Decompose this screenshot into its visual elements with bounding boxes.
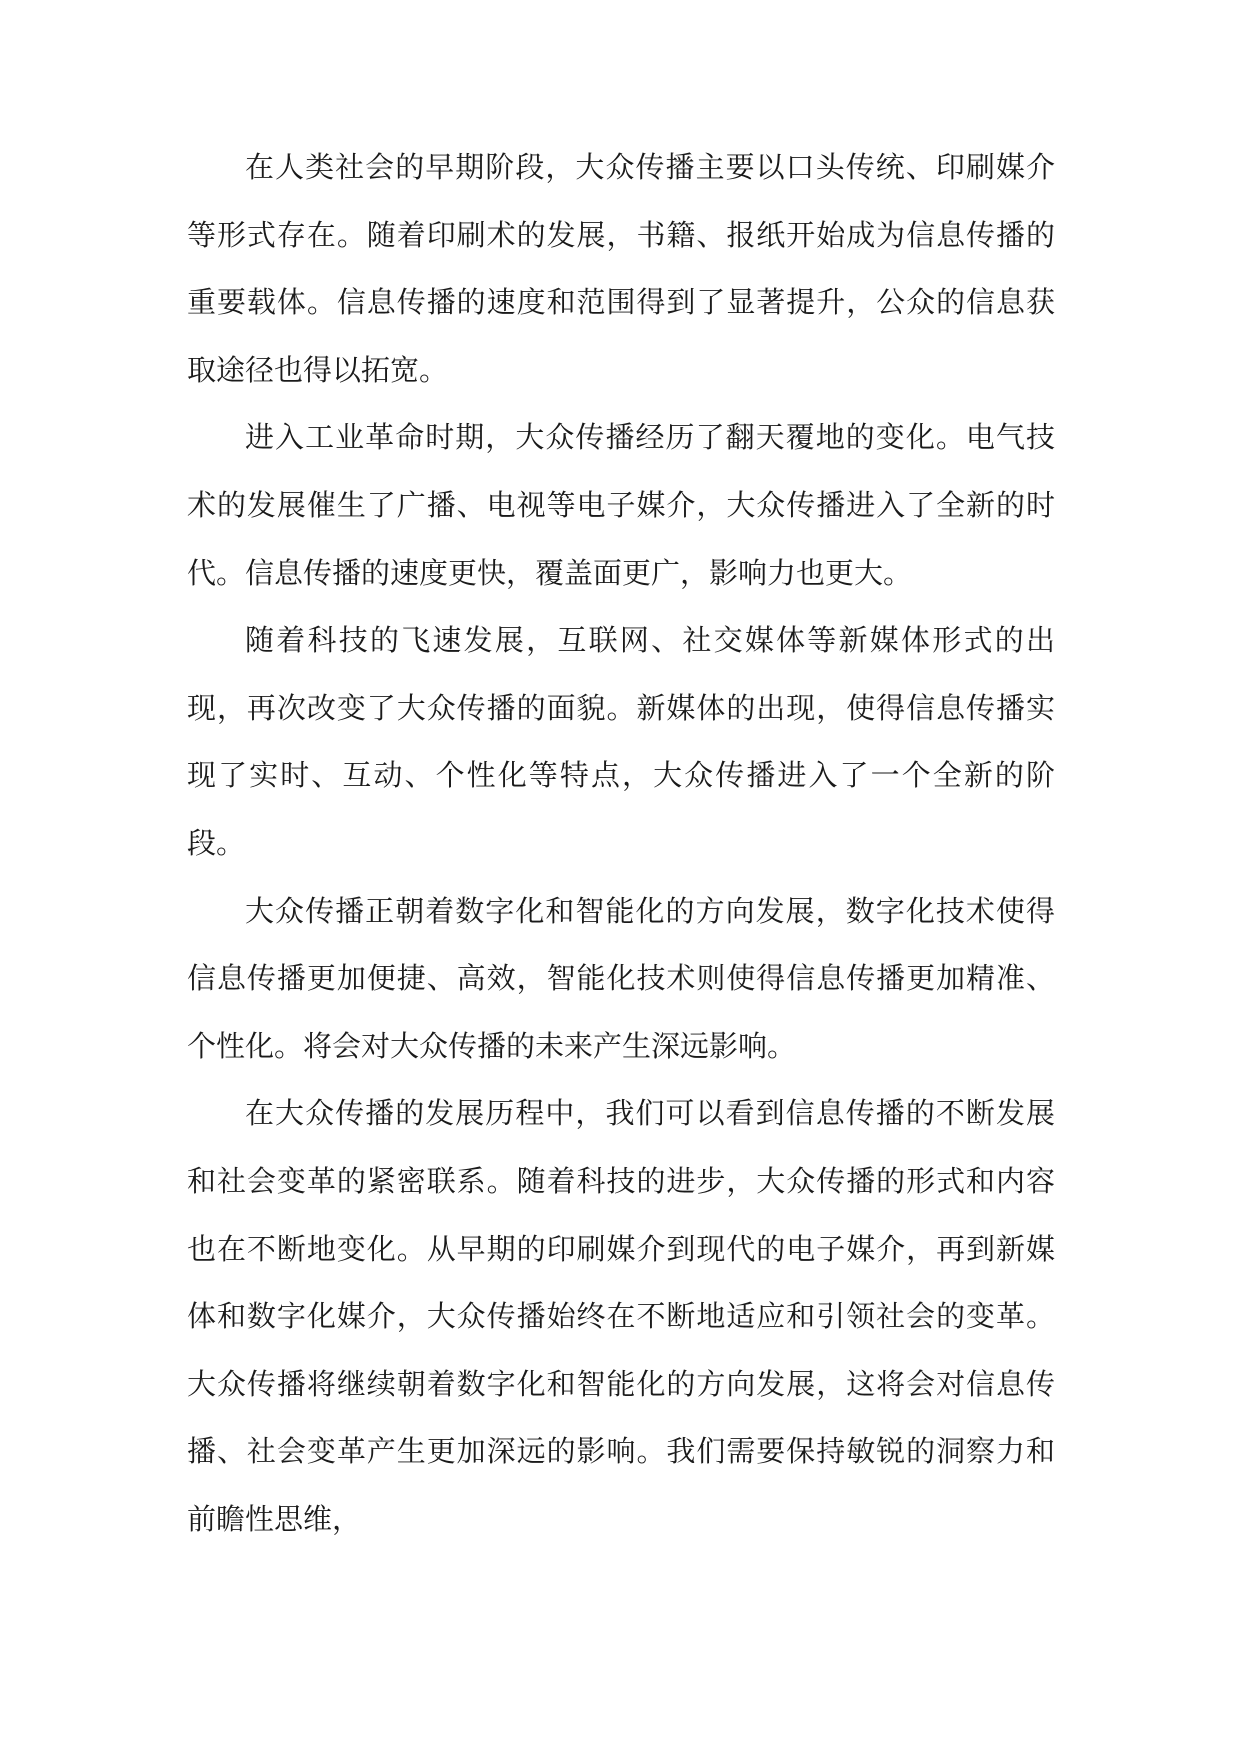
paragraph-new-media-era: 随着科技的飞速发展，互联网、社交媒体等新媒体形式的出现，再次改变了大众传播的面貌。新媒体的出现，使得信息传播实现了实时、互动、个性化等特点，大众传播进入了一个全新的阶段。 [187,623,1055,860]
paragraph-early-era: 在人类社会的早期阶段，大众传播主要以口头传统、印刷媒介等形式存在。随着印刷术的发展，书籍、报纸开始成为信息传播的重要载体。信息传播的速度和范围得到了显著提升，公众的信息获取途径也得以拓宽。 [187,150,1055,387]
paragraph-development-summary: 在大众传播的发展历程中，我们可以看到信息传播的不断发展和社会变革的紧密联系。随着科技的进步，大众传播的形式和内容也在不断地变化。从早期的印刷媒介到现代的电子媒介，再到新媒体和数字化媒介，大众传播始终在不断地适应和引领社会的变革。大众传播将继续朝着数字化和智能化的方向发展，这将会对信息传播、社会变革产生更加深远的影响。我们需要保持敏锐的洞察力和前瞻性思维， [187,1096,1055,1536]
paragraph-industrial-era: 进入工业革命时期，大众传播经历了翻天覆地的变化。电气技术的发展催生了广播、电视等电子媒介，大众传播进入了全新的时代。信息传播的速度更快，覆盖面更广，影响力也更大。 [187,420,1055,590]
paragraph-digital-intelligent: 大众传播正朝着数字化和智能化的方向发展，数字化技术使得信息传播更加便捷、高效，智能化技术则使得信息传播更加精准、个性化。将会对大众传播的未来产生深远影响。 [187,893,1055,1063]
document-page [187,134,1055,1553]
